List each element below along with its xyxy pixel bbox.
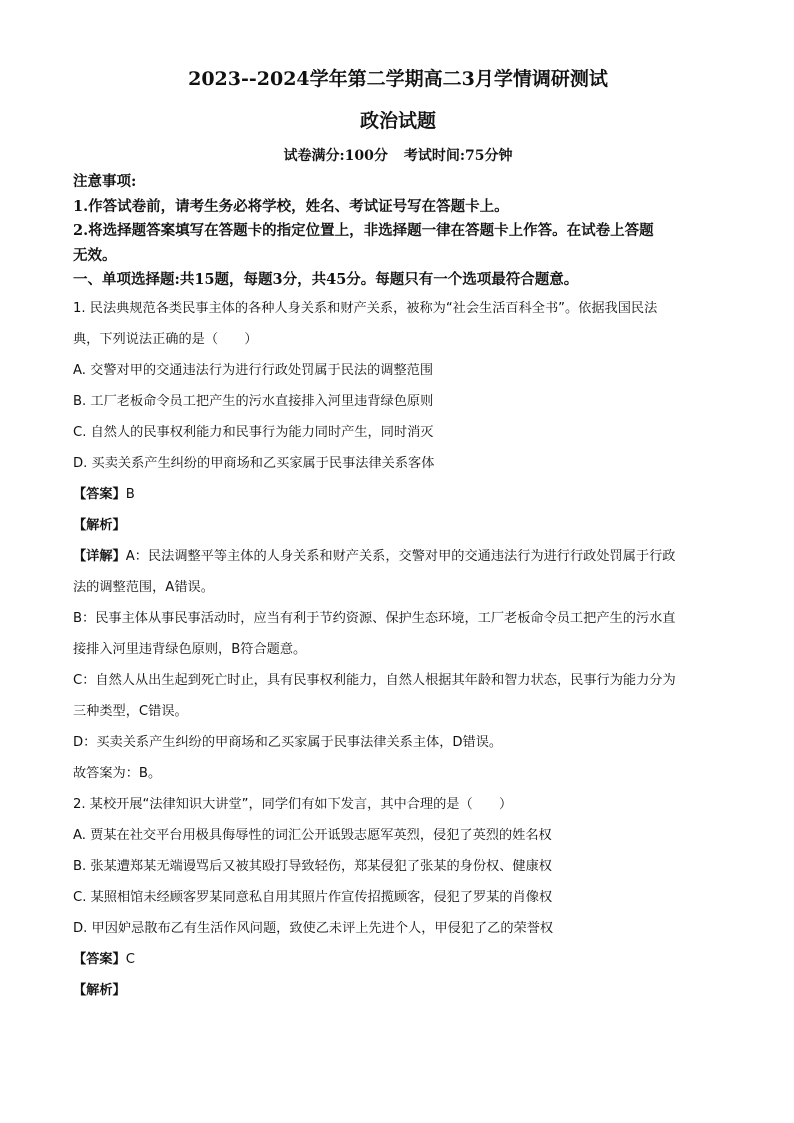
- exam-title: 2023--2024学年第二学期高二3月学情调研测试: [188, 68, 608, 90]
- q2-analysis-tag: 【解析】: [73, 982, 126, 998]
- exam-subject: 政治试题: [359, 110, 436, 132]
- q2-answer-value: C: [125, 951, 135, 967]
- q1-detail-line6: 三种类型，C错误。: [73, 703, 188, 719]
- q1-detail-line4: 接排入河里违背绿色原则，B符合题意。: [73, 641, 307, 657]
- q1-option-a: A. 交警对甲的交通违法行为进行行政处罚属于民法的调整范围: [73, 362, 434, 378]
- section-heading: 一、单项选择题:共15题，每题3分，共45分。每题只有一个选项最符合题意。: [73, 271, 579, 288]
- q1-answer: [73, 479, 723, 510]
- q2-answer: [73, 944, 723, 975]
- q1-option-c: C. 自然人的民事权利能力和民事行为能力同时产生，同时消灭: [73, 424, 434, 440]
- q1-detail-line1: [73, 541, 723, 572]
- exam-time: 考试时间:75分钟: [403, 148, 513, 164]
- q2-analysis: [73, 975, 723, 1006]
- q1-conclusion: 故答案为：B。: [73, 765, 162, 781]
- q1-stem-line1: 1. 民法典规范各类民事主体的各种人身关系和财产关系，被称为“社会生活百科全书”。依据我国民法: [73, 300, 658, 316]
- q1-detail-line2: 法的调整范围，A错误。: [73, 579, 214, 595]
- q1-detail-text-1: A：民法调整平等主体的人身关系和财产关系，交警对甲的交通违法行为进行行政处罚属于行政: [125, 548, 676, 564]
- notes-item-1: 1.作答试卷前，请考生务必将学校，姓名、考试证号写在答题卡上。: [73, 197, 509, 215]
- notes-item-2-cont: 无效。: [73, 246, 117, 264]
- q2-option-b: B. 张某遭郑某无端谩骂后又被其殴打导致轻伤，郑某侵犯了张某的身份权、健康权: [73, 858, 552, 874]
- q1-answer-value: B: [125, 486, 135, 502]
- q1-analysis: [73, 510, 723, 541]
- q1-option-d: D. 买卖关系产生纠纷的甲商场和乙买家属于民事法律关系客体: [73, 455, 435, 471]
- q2-option-c: C. 某照相馆未经顾客罗某同意私自用其照片作宣传招揽顾客，侵犯了罗某的肖像权: [73, 889, 553, 905]
- q1-detail-line7: D：买卖关系产生纠纷的甲商场和乙买家属于民事法律关系主体，D错误。: [73, 734, 503, 750]
- q1-detail-tag: 【详解】: [73, 548, 126, 564]
- notes-item-2: 2.将选择题答案填写在答题卡的指定位置上，非选择题一律在答题卡上作答。在试卷上答题: [73, 222, 654, 239]
- full-score: 试卷满分:100分: [283, 148, 388, 164]
- q1-option-b: B. 工厂老板命令员工把产生的污水直接排入河里违背绿色原则: [73, 393, 434, 409]
- exam-meta: [73, 146, 723, 170]
- exam-page: [73, 66, 723, 1006]
- notes-heading: 注意事项:: [73, 173, 137, 190]
- q1-detail-line3: B：民事主体从事民事活动时，应当有利于节约资源、保护生态环境，工厂老板命令员工把产生的污水直: [73, 610, 676, 626]
- q1-detail-line5: C：自然人从出生起到死亡时止，具有民事权利能力，自然人根据其年龄和智力状态，民事行为能力分为: [73, 672, 676, 688]
- q2-stem: 2. 某校开展“法律知识大讲堂”，同学们有如下发言，其中合理的是（ ）: [73, 796, 513, 812]
- q1-answer-tag: 【答案】: [73, 486, 126, 502]
- q1-stem-line2: 典，下列说法正确的是（ ）: [73, 331, 258, 347]
- q1-analysis-tag: 【解析】: [73, 517, 126, 533]
- q2-option-d: D. 甲因妒忌散布乙有生活作风问题，致使乙未评上先进个人，甲侵犯了乙的荣誉权: [73, 920, 554, 936]
- q2-option-a: A. 贾某在社交平台用极具侮辱性的词汇公开诋毁志愿军英烈，侵犯了英烈的姓名权: [73, 827, 552, 843]
- q2-answer-tag: 【答案】: [73, 951, 126, 967]
